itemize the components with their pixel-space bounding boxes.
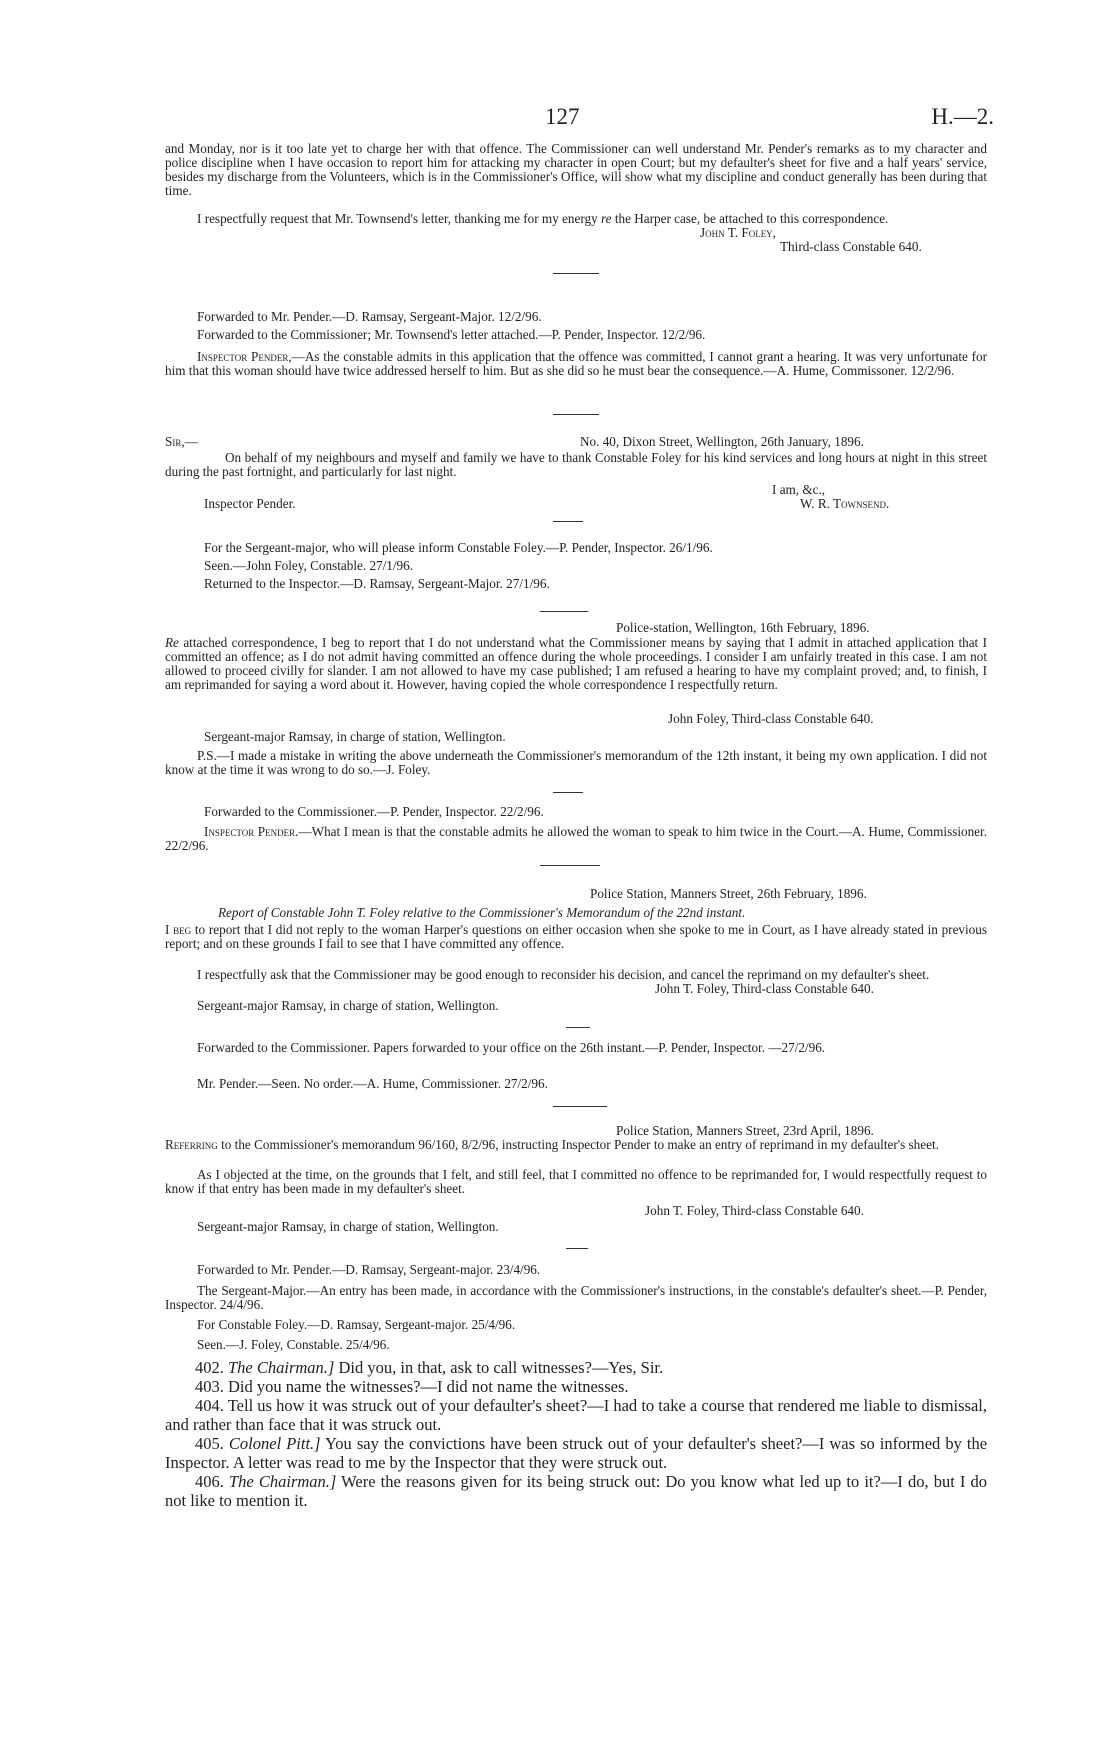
letter-addressee: Inspector Pender. <box>204 496 296 511</box>
letter-closing: I am, &c., <box>772 482 826 497</box>
report-address: Police Station, Manners Street, 23rd April, 1896. <box>616 1123 874 1138</box>
report-paragraph: I respectfully ask that the Commissioner may be good enough to reconsider his decision, and cancel the reprimand on my defaulter's sheet. <box>197 967 930 982</box>
letter-body: On behalf of my neighbours and myself and family we have to thank Constable Foley for his kind services and long hours at night in this street during the past fortnight, and particularly for last night. <box>165 450 987 479</box>
minute-line: Forwarded to the Commissioner; Mr. Townsend's letter attached.—P. Pender, Inspector. 12/2/96. <box>197 327 706 342</box>
question-number: 404. <box>195 1396 224 1415</box>
minute-line: Mr. Pender.—Seen. No order.—A. Hume, Commissioner. 27/2/96. <box>197 1076 548 1091</box>
opening-smallcaps: I beg <box>165 922 192 937</box>
report-title: Report of Constable John T. Foley relative to the Commissioner's Memorandum of the 22nd instant. <box>218 905 746 920</box>
report-paragraph <box>165 1138 987 1152</box>
report-signature: John T. Foley, Third-class Constable 640. <box>655 981 874 996</box>
question-text: Did you name the witnesses?—I did not name the witnesses. <box>228 1377 629 1396</box>
speaker-name: The Chairman.] <box>228 1358 335 1377</box>
minute-line: For the Sergeant-major, who will please inform Constable Foley.—P. Pender, Inspector. 26/1/96. <box>204 540 713 555</box>
divider <box>553 521 583 522</box>
report-body <box>165 636 987 692</box>
report-recipient: Sergeant-major Ramsay, in charge of station, Wellington. <box>204 729 506 744</box>
evidence-question <box>165 1472 987 1510</box>
report-paragraph: As I objected at the time, on the grounds that I felt, and still feel, that I committed no offence to be reprimanded for, I would respectfully request to know if that entry has been made in my defaulter's sheet. <box>165 1167 987 1196</box>
report-paragraph <box>165 923 987 951</box>
evidence-question <box>165 1377 987 1396</box>
question-text: Were the reasons given for its being struck out: Do you know what led up to it?—I do, but I do not like to mention it. <box>165 1472 988 1510</box>
section-reference: H.—2. <box>931 104 994 129</box>
letter-continuation: and Monday, nor is it too late yet to charge her with that offence. The Commissioner can well understand Mr. Pender's remarks as to my character and police discipline when I have occasion to report him for attacking my character in open Court; but my defaulter's sheet for five and a half years' service, besides my discharge from the Volunteers, which is in the Commissioner's Office, will show what my discipline and conduct generally has been during that time. <box>165 141 987 198</box>
minute-line: Seen.—J. Foley, Constable. 25/4/96. <box>197 1337 390 1352</box>
postscript: P.S.—I made a mistake in writing the above underneath the Commissioner's memorandum of the 12th instant, it being my own application. I did not know at the time it was wrong to do so.—J. Foley. <box>165 748 987 777</box>
salutation: Sir,— <box>165 434 198 449</box>
re-italic: re <box>601 211 612 226</box>
letter-signature: W. R. Townsend. <box>800 496 890 511</box>
evidence-question <box>165 1396 987 1434</box>
speaker-name: Colonel Pitt.] <box>228 1434 321 1453</box>
divider <box>553 273 599 274</box>
request-text-rest: the Harper case, be attached to this correspondence. <box>614 211 889 226</box>
report-text: to the Commissioner's memorandum 96/160, 8/2/96, instructing Inspector Pender to make an entry of reprimand in my defaulter's sheet. <box>221 1137 939 1152</box>
minute-text: —What I mean is that the constable admits he allowed the woman to speak to him twice in the Court.—A. Hume, Commissioner. 22/2/96. <box>165 824 987 853</box>
page-number: 127 <box>545 104 580 129</box>
minute-paragraph: Forwarded to the Commissioner. Papers forwarded to your office on the 26th instant.—P. Pender, Inspector. —27/2/96. <box>197 1040 826 1055</box>
minute-line: Forwarded to Mr. Pender.—D. Ramsay, Sergeant-major. 23/4/96. <box>197 1262 541 1277</box>
question-number: 403. <box>195 1377 224 1396</box>
running-header <box>0 104 1114 134</box>
divider <box>553 1106 607 1107</box>
report-recipient: Sergeant-major Ramsay, in charge of station, Wellington. <box>197 998 499 1013</box>
report-recipient: Sergeant-major Ramsay, in charge of station, Wellington. <box>197 1219 499 1234</box>
evidence-list <box>165 1358 987 1510</box>
evidence-question <box>165 1358 987 1377</box>
question-text: You say the convictions have been struck out of your defaulter's sheet?—I was so informed by the Inspector. A letter was read to me by the Inspector that they were struck out. <box>165 1434 988 1472</box>
question-number: 405. <box>195 1434 224 1453</box>
report-text: to report that I did not reply to the woman Harper's questions on either occasion when she spoke to me in Court, as I have already stated in previous report; and on these grounds I fail to see that I have committed any offence. <box>165 922 987 951</box>
commissioner-minute <box>165 825 987 853</box>
report-address: Police Station, Manners Street, 26th February, 1896. <box>590 886 867 901</box>
opening-smallcaps: Referring <box>165 1137 218 1152</box>
report-address: Police-station, Wellington, 16th February, 1896. <box>616 620 870 635</box>
minute-line: Forwarded to the Commissioner.—P. Pender, Inspector. 22/2/96. <box>204 804 544 819</box>
minute-line: Returned to the Inspector.—D. Ramsay, Sergeant-Major. 27/1/96. <box>204 576 550 591</box>
addressee-smallcaps: Inspector Pender. <box>204 824 299 839</box>
letter-address: No. 40, Dixon Street, Wellington, 26th January, 1896. <box>580 434 864 449</box>
question-number: 402. <box>195 1358 224 1377</box>
signature-name: John T. Foley, <box>700 225 776 240</box>
divider <box>540 611 588 612</box>
addressee-smallcaps: Inspector Pender, <box>197 349 292 364</box>
question-text: Tell us how it was struck out of your defaulter's sheet?—I had to take a course that rendered me liable to dismissal, and rather than face that it was struck out. <box>165 1396 987 1434</box>
minute-paragraph: The Sergeant-Major.—An entry has been made, in accordance with the Commissioner's instructions, in the constable's defaulter's sheet.—P. Pender, Inspector. 24/4/96. <box>165 1283 987 1312</box>
minute-line: For Constable Foley.—D. Ramsay, Sergeant-major. 25/4/96. <box>197 1317 516 1332</box>
signature-rank: Third-class Constable 640. <box>780 239 922 254</box>
request-text: I respectfully request that Mr. Townsend's letter, thanking me for my energy <box>197 211 598 226</box>
report-signature: John Foley, Third-class Constable 640. <box>668 711 874 726</box>
re-italic: Re <box>165 635 179 650</box>
divider <box>540 865 600 866</box>
divider <box>566 1248 588 1249</box>
request-paragraph <box>165 212 987 226</box>
question-number: 406. <box>195 1472 224 1491</box>
minute-line: Seen.—John Foley, Constable. 27/1/96. <box>204 558 414 573</box>
divider <box>553 414 599 415</box>
speaker-name: The Chairman.] <box>229 1472 337 1491</box>
divider <box>553 792 583 793</box>
minute-line: Forwarded to Mr. Pender.—D. Ramsay, Sergeant-Major. 12/2/96. <box>197 309 542 324</box>
report-text: attached correspondence, I beg to report that I do not understand what the Commissioner means by saying that I admit in attached application that I committed an offence; as I do not admit having committed an offence during the whole proceedings. I consider I am unfairly treated in this case. I am not allowed to proceed civilly for slander. I am not allowed to have my case published; I am refused a hearing to have my complaint proved; and, to finish, I am reprimanded for saying a word about it. However, having copied the whole correspondence I respectfully return. <box>165 635 987 692</box>
minute-text: —As the constable admits in this application that the offence was committed, I cannot grant a hearing. It was very unfortunate for him that this woman should have twice addressed herself to him. But as she did so he must bear the consequence.—A. Hume, Commissoner. 12/2/96. <box>165 349 987 378</box>
commissioner-minute <box>165 350 987 378</box>
report-signature: John T. Foley, Third-class Constable 640. <box>645 1203 864 1218</box>
evidence-question <box>165 1434 987 1472</box>
divider <box>566 1027 590 1028</box>
question-text: Did you, in that, ask to call witnesses?—Yes, Sir. <box>338 1358 664 1377</box>
